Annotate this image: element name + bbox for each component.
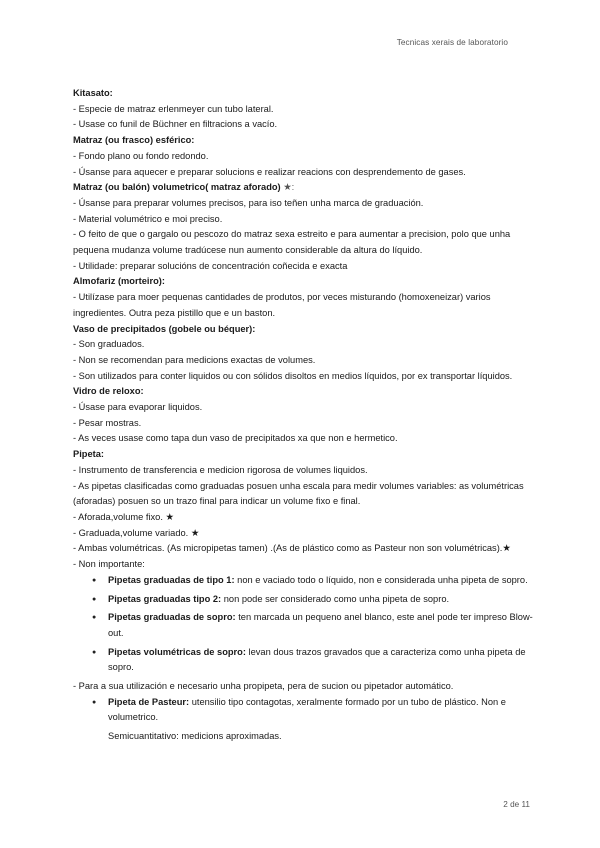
page-header: Tecnicas xerais de laboratorio bbox=[396, 38, 508, 47]
text-line: Semicuantitativo: medicions aproximadas. bbox=[108, 731, 282, 742]
list-item bbox=[92, 592, 533, 608]
list-item bbox=[92, 610, 533, 641]
list-item bbox=[92, 645, 533, 676]
text-line: - Especie de matraz erlenmeyer cun tubo lateral. bbox=[73, 103, 274, 114]
pipette-types-list bbox=[73, 573, 533, 676]
document-body bbox=[73, 86, 533, 745]
text-line: - Para a sua utilización e necesario unha propipeta, pera de sucion ou pipetador automático. bbox=[73, 681, 454, 692]
pasteur-list bbox=[73, 695, 533, 726]
text-line: - O feito de que o gargalo ou pescozo do matraz sexa estreito e para aumentar a precision, polo que unha pequena mudanza volume tradúcese nun aumento considerable da altura do líquido. bbox=[73, 229, 511, 256]
text-line: - Non importante: bbox=[73, 559, 145, 570]
text-line: - Aforada,volume fixo. ★ bbox=[73, 511, 174, 522]
list-item-term: Pipetas graduadas de sopro: bbox=[108, 612, 236, 623]
heading-pipeta: Pipeta: bbox=[73, 449, 104, 460]
list-item-text: utensilio tipo contagotas, xeralmente formado por un tubo de plástico. Non e volumetrico. bbox=[108, 696, 506, 723]
text-line: - Úsanse para aquecer e preparar solucions e realizar reacions con desprendemento de gases. bbox=[73, 166, 466, 177]
list-item bbox=[92, 695, 533, 726]
heading-vidro: Vidro de reloxo: bbox=[73, 386, 144, 397]
text-line: - Graduada,volume variado. ★ bbox=[73, 527, 200, 538]
heading-vaso: Vaso de precipitados (gobele ou béquer): bbox=[73, 323, 256, 334]
list-item-text: non e vaciado todo o líquido, non e considerada unha pipeta de sopro. bbox=[234, 574, 528, 585]
list-item-term: Pipetas graduadas tipo 2: bbox=[108, 593, 222, 604]
text-line: - Son graduados. bbox=[73, 339, 145, 350]
text-line: - Ambas volumétricas. (As micropipetas tamen) .(As de plástico como as Pasteur non son volumétricas).★ bbox=[73, 543, 511, 554]
text-line: - As pipetas clasificadas como graduadas posuen unha escala para medir volumes variables: as volumétricas (aforadas) posuen so un trazo final para indicar un volume fixo e final. bbox=[73, 480, 524, 507]
text-line: - Fondo plano ou fondo redondo. bbox=[73, 150, 209, 161]
star-icon: ★: bbox=[283, 182, 295, 193]
heading-matraz-volumetrico bbox=[73, 180, 533, 196]
list-item-term: Pipeta de Pasteur: bbox=[108, 696, 190, 707]
heading-kitasato: Kitasato: bbox=[73, 88, 113, 98]
text-line: - Son utilizados para conter liquidos ou con sólidos disoltos en medios líquidos, por ex transportar líquidos. bbox=[73, 370, 513, 381]
text-line: - Instrumento de transferencia e medicion rigorosa de volumes liquidos. bbox=[73, 464, 368, 475]
text-line: - Material volumétrico e moi preciso. bbox=[73, 213, 223, 224]
text-line: - Usase co funil de Büchner en filtracions a vacío. bbox=[73, 119, 278, 130]
list-item-text: ten marcada un pequeno anel blanco, este anel pode ter impreso Blow-out. bbox=[108, 612, 533, 638]
list-item bbox=[92, 573, 533, 589]
heading-matraz-esferico: Matraz (ou frasco) esférico: bbox=[73, 135, 195, 146]
page-number: 2 de 11 bbox=[503, 800, 530, 809]
list-item-text: levan dous trazos gravados que a caracteriza como unha pipeta de sopro. bbox=[108, 646, 526, 673]
text-line: - Non se recomendan para medicions exactas de volumes. bbox=[73, 354, 316, 365]
text-line: - Úsase para evaporar liquidos. bbox=[73, 402, 203, 413]
heading-almofariz: Almofariz (morteiro): bbox=[73, 276, 165, 287]
text-line: - Pesar mostras. bbox=[73, 417, 142, 428]
text-line: - Úsanse para preparar volumes precisos, para iso teñen unha marca de graduación. bbox=[73, 197, 424, 208]
text-line: - As veces usase como tapa dun vaso de precipitados xa que non e hermetico. bbox=[73, 433, 398, 444]
heading-text: Matraz (ou balón) volumetrico( matraz aforado) bbox=[73, 182, 281, 193]
list-item-term: Pipetas graduadas de tipo 1: bbox=[108, 574, 235, 585]
list-item-text: non pode ser considerado como unha pipeta de sopro. bbox=[221, 593, 450, 604]
list-item-term: Pipetas volumétricas de sopro: bbox=[108, 646, 246, 657]
text-line: - Utilidade: preparar solucións de concentración coñecida e exacta bbox=[73, 260, 348, 271]
text-line: - Utilízase para moer pequenas cantidades de produtos, por veces misturando (homoxeneizar) varios ingredientes. Outra peza pistillo que e un baston. bbox=[73, 292, 491, 318]
